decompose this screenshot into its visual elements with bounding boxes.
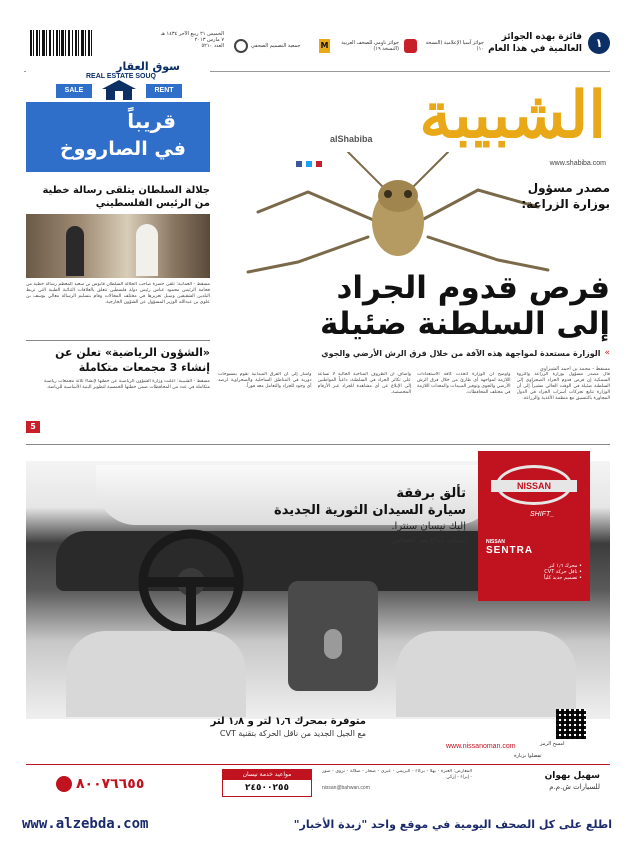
nissan-headline-2: سيارة السيدان الثورية الجديدة (274, 503, 466, 518)
nissan-website[interactable]: www.nissanoman.com (446, 743, 516, 750)
locust-leg (258, 192, 378, 222)
barcode-bars (30, 30, 92, 56)
dealer-logo (496, 771, 600, 792)
steering-wheel-icon (136, 527, 246, 637)
footer-banner (0, 812, 632, 843)
nissan-headline (266, 485, 466, 546)
lead-body-col-2: وأوضح أن الوزارة اتخذت كافة الاستعدادات اللازمة لمواجهة أي طارئ من خلال فرق الرش الأرضي والجوي وتوفير المبيدات والمعدات اللازمة في مختلف المحافظات. (417, 372, 511, 395)
lead-headline-line-1: فرص قدوم الجراد (336, 270, 610, 306)
locust-antenna (348, 152, 388, 192)
nissan-model: SENTRA (486, 545, 534, 556)
lead-story (218, 176, 610, 436)
nissan-shift: SHIFT_ (530, 511, 555, 518)
nissan-features: • محرك ١٫٦ لتر • ناقل حركة CVT • تصميم جديد كلياً (544, 563, 582, 581)
footer-tagline: اطلع على كل الصحف اليومية في موقع واحد "زبدة الأخبار" (293, 818, 612, 831)
nissan-model-brand: NISSAN (486, 539, 505, 545)
real-estate-header (26, 60, 210, 104)
service-title: مواعيد خدمة نيسان (223, 770, 311, 780)
service-box (222, 769, 312, 797)
lead-body-col-1: قال مصدر مسؤول بوزارة الزراعة والثروة السمكية إن فرص قدوم الجراد الصحراوي إلى السلطنة ضئيلة في الوقت الحالي مشيراً إلى أن الوزارة تتابع تحركات أسراب الجراد في الدول المجاورة بالتنسيق مع منظمة الأغذية والزراعة. (516, 372, 610, 401)
nissan-engine-copy (166, 715, 366, 740)
person-figure (66, 226, 84, 276)
award-promos (234, 32, 484, 60)
nissan-brand-panel (478, 451, 590, 601)
award-promo-3: جوائز آسيا الإعلامية (النسخة ١٠) (404, 32, 484, 60)
left-story-2-headline: «الشؤون الرياضية» تعلن عن إنشاء 3 مجمعات متكاملة (55, 346, 210, 374)
call-button[interactable]: ٨٠٠٧٦٦٥٥ (56, 773, 166, 795)
locust-leg (248, 237, 368, 272)
sale-sign: SALE (56, 84, 92, 98)
lead-body-columns (218, 372, 610, 432)
locust-eye (384, 190, 392, 198)
left-story-1-photo (26, 214, 210, 278)
dealer-strip (26, 764, 610, 804)
locust-leg (428, 237, 548, 270)
masthead-website: www.shabiba.com (549, 160, 606, 167)
nissan-visit-label: تفضلوا بزيارة (514, 753, 542, 759)
phone-icon (56, 776, 72, 792)
service-phone: ٢٤٥٠٠٢٥٥ (245, 783, 289, 793)
dateline: الخميس ٢١ ربيع الآخر ١٤٣٤ هـ ٧ مارس ٢٠١٣ العدد ٥٢١٠ (160, 31, 224, 49)
rent-sign: RENT (146, 84, 182, 98)
contact-email[interactable]: nissan@bahwan.com (322, 785, 370, 791)
person-figure (136, 224, 158, 276)
lead-byline: مسقط - محمد بن احمد الشيزاوي (539, 366, 610, 372)
award-text: فائزة بهذه الجوائز العالمية في هذا العام (488, 32, 582, 54)
lead-headline (218, 270, 610, 342)
award-promo-1: جمعية التصميم الصحفي (234, 32, 314, 60)
nissan-logo-bar: NISSAN (491, 480, 577, 492)
left-story-1-headline: جلالة السلطان يتلقى رسالة خطية من الرئيس الفلسطيني (42, 185, 210, 209)
masthead-latin: alShabiba (330, 134, 373, 144)
qr-code[interactable] (556, 709, 586, 739)
award-badge: ١ (588, 32, 610, 54)
nissan-engine-line-2: مع الجيل الجديد من ناقل الحركة بتقنية CVT (219, 729, 366, 738)
house-icon (102, 80, 136, 100)
left-story-1 (26, 184, 210, 334)
masthead-title: الشبيبة (419, 78, 606, 153)
seat-right (396, 631, 576, 717)
real-estate-ad (26, 60, 210, 172)
lead-kicker-line-2: بوزارة الزراعة: (521, 197, 610, 211)
award-logo-icon (234, 39, 248, 53)
lead-body-col-4: وأشار إلى أن الفرق الميدانية تقوم بمسوحات دورية في المناطق الساحلية والصحراوية لرصد أي وجود للجراد والتعامل معه فوراً. (218, 372, 312, 389)
jump-badge: 5 (26, 421, 40, 433)
locust-head (378, 180, 418, 212)
nissan-headline-1: تألق برفقة (396, 486, 466, 501)
lead-kicker (490, 180, 610, 212)
locust-eye (404, 190, 412, 198)
seat-left (66, 631, 246, 717)
lead-kicker-line-1: مصدر مسؤول (527, 181, 610, 195)
award-logo-icon: M (319, 39, 330, 53)
real-estate-subtitle: REAL ESTATE SOUQ (86, 73, 157, 80)
lead-body-col-3: وأضاف أن الظروف المناخية الحالية لا تساعد على تكاثر الجراد في السلطنة، داعياً المواطنين إلى الإبلاغ عن أي مشاهدة للجراد عبر الأرقام المخصصة. (317, 372, 411, 395)
award-logo-icon (404, 39, 417, 53)
left-story-2 (26, 340, 210, 436)
left-story-2-body: مسقط - الشبيبة: أعلنت وزارة الشؤون الرياضية عن خطتها لإنشاء ثلاثة مجمعات رياضية متكاملة في عدد من المحافظات ضمن خطتها الخمسية لتطوير البنية الأساسية للرياضة. (44, 379, 210, 390)
chevron-left-icon: » (604, 348, 610, 358)
lead-subhead: » الوزارة مستعدة لمواجهة هذه الآفة من خلال فرق الرش الأرضي والجوي (321, 348, 610, 358)
nissan-tagline: نيسان. إبداع يثير الحماس. (390, 536, 466, 544)
nissan-ad (26, 444, 610, 764)
showroom-list: المعارض: الغبرة - بهلا - بركاء - البريمي - عبري - صحار - صلالة - نزوى - صور - إبراء - إزكي (322, 769, 472, 780)
dealer-name: سهيل بهوان (544, 771, 600, 781)
nissan-engine-line-1: متوفرة بمحرك ١٫٦ لتر و ١٫٨ لتر (210, 716, 366, 727)
real-estate-tagline-2: في الصارووخ (59, 138, 186, 160)
barcode (30, 30, 92, 64)
gear-shifter-icon (324, 629, 342, 659)
left-story-1-body: مسقط - العمانية: تلقى حضرة صاحب الجلالة السلطان قابوس بن سعيد المعظم رسالة خطية من فخامة الرئيس محمود عباس رئيس دولة فلسطين تتعلق بالعلاقات الثنائية الطيبة التي تربط البلدين الشقيقين وسبل تعزيزها في مختلف المجالات وقام بتسليم الرسالة معالي يوسف بن علوي بن عبدالله الوزير المسؤول عن الشؤون الخارجية. (26, 282, 210, 305)
locust-antenna (408, 152, 448, 192)
real-estate-tagline-1: قريباً (127, 109, 176, 133)
award-promo-2: M جوائز ناومي للصحف العربية (النسخة ١٩) (320, 40, 399, 52)
footer-site-link[interactable]: www.alzebda.com (22, 816, 149, 832)
dealer-company: للسيارات ش.م.م (549, 783, 600, 791)
qr-scan-label: امسح الرمز (540, 741, 565, 747)
lead-headline-line-2: إلى السلطنة ضئيلة (319, 306, 610, 342)
nissan-logo (496, 465, 572, 505)
real-estate-title: سوق العقار (116, 60, 180, 73)
nissan-headline-3: إليك نيسان سنترا. (391, 521, 466, 532)
